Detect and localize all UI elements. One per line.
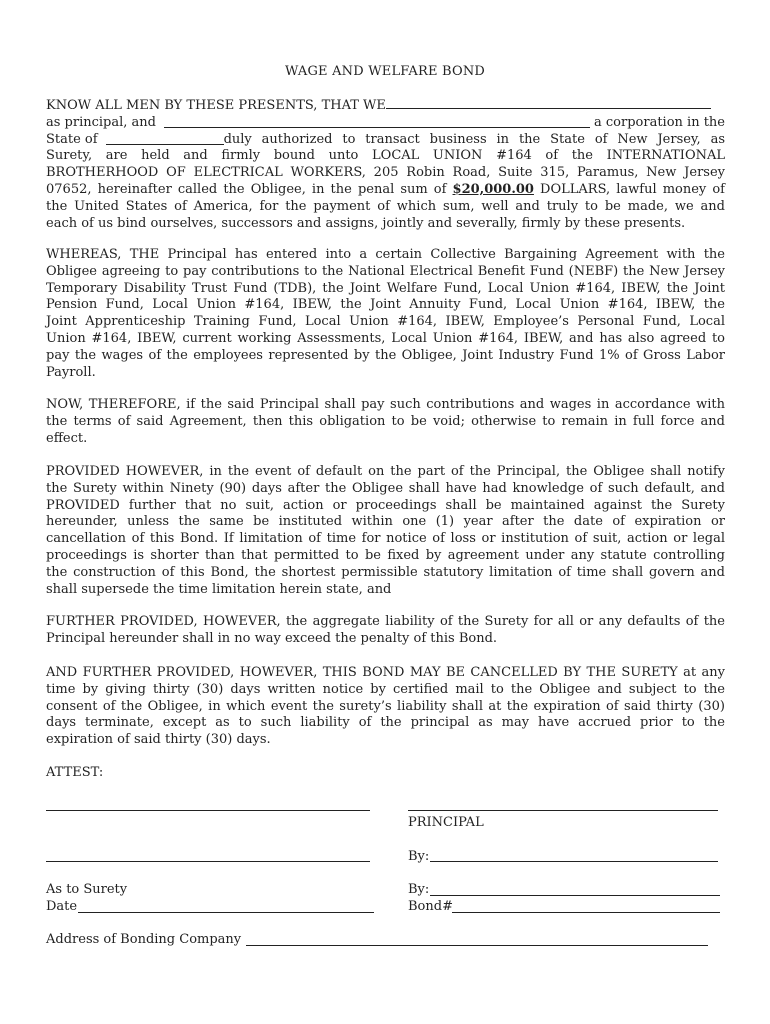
principal-label: PRINCIPAL xyxy=(408,815,484,830)
authorized-text: duly authorized to transact business in the State of New Jersey, as xyxy=(223,131,725,147)
further-provided-line: Principal hereunder shall in no way exceed the penalty of this Bond. xyxy=(46,630,498,646)
intro-line-5: BROTHERHOOD OF ELECTRICAL WORKERS, 205 Robin Road, Suite 315, Paramus, New Jersey xyxy=(46,165,725,181)
as-principal-text: as principal, and xyxy=(46,114,156,130)
state-of-text: State of xyxy=(46,131,98,147)
whereas-line: WHEREAS, THE Principal has entered into a certain Collective Bargaining Agreement with the xyxy=(46,247,725,262)
now-therefore-line: effect. xyxy=(46,430,88,446)
cancellation-paragraph xyxy=(46,665,725,749)
principal-signature-line[interactable] xyxy=(408,810,718,811)
whereas-line: Obligee agreeing to pay contributions to the National Electrical Benefit Fund (NEBF) the New Jersey xyxy=(46,263,725,279)
attest-signature-line-2[interactable] xyxy=(46,861,370,862)
further-provided-line: FURTHER PROVIDED, HOWEVER, the aggregate liability of the Surety for all or any defaults of the xyxy=(46,614,725,629)
intro-line-1 xyxy=(46,97,725,115)
cancellation-line: AND FURTHER PROVIDED, HOWEVER, THIS BOND MAY BE CANCELLED BY THE SURETY at any xyxy=(46,665,725,680)
principal-name-field[interactable] xyxy=(386,97,711,109)
bond-number-label: Bond# xyxy=(408,899,453,914)
address-label: Address of Bonding Company xyxy=(46,932,242,947)
penal-amount: $20,000.00 xyxy=(452,181,534,197)
as-to-surety-label: As to Surety xyxy=(46,882,128,897)
provided-line: the construction of this Bond, the shortest permissible statutory limitation of time shall govern and xyxy=(46,564,725,580)
document-title: WAGE AND WELFARE BOND xyxy=(284,64,486,79)
surety-by-label: By: xyxy=(408,882,430,897)
attest-label: ATTEST: xyxy=(46,765,104,780)
date-label: Date xyxy=(46,899,78,914)
whereas-line: Pension Fund, Local Union #164, IBEW, the Joint Annuity Fund, Local Union #164, IBEW, the xyxy=(46,297,725,313)
provided-line: proceedings is shorter than that permitted to be fixed by agreement under any statute controlling xyxy=(46,547,725,563)
now-therefore-paragraph xyxy=(46,397,725,447)
intro-line-7: the United States of America, for the payment of which sum, well and truly to be made, we and xyxy=(46,198,725,214)
whereas-line: Temporary Disability Trust Fund (TDB), the Joint Welfare Fund, Local Union #164, IBEW, the Joint xyxy=(46,280,725,296)
intro-line-2 xyxy=(46,115,725,132)
cancellation-line: time by giving thirty (30) days written notice by certified mail to the Obligee and subject to the xyxy=(46,681,725,697)
further-provided-paragraph xyxy=(46,614,725,648)
attest-signature-line-1[interactable] xyxy=(46,810,370,811)
whereas-line: Union #164, IBEW, current working Assessments, Local Union #164, IBEW, and has also agreed to xyxy=(46,330,725,346)
know-all-men-text: KNOW ALL MEN BY THESE PRESENTS, THAT WE xyxy=(46,98,386,113)
intro-line-6 xyxy=(46,182,725,199)
whereas-line: Payroll. xyxy=(46,364,96,380)
dollars-text: DOLLARS, lawful money of xyxy=(533,181,725,197)
provided-line: cancellation of this Bond. If limitation of time for notice of loss or institution of suit, action or legal xyxy=(46,531,725,547)
now-therefore-line: NOW, THEREFORE, if the said Principal shall pay such contributions and wages in accordance with xyxy=(46,397,725,412)
intro-line-3 xyxy=(46,132,725,149)
cancellation-line: consent of the Obligee, in which event the surety’s liability shall at the expiration of said thirty (30) xyxy=(46,698,725,714)
corporation-text: a corporation in the xyxy=(594,114,725,130)
intro-paragraph xyxy=(46,97,725,232)
bond-number-field[interactable] xyxy=(452,912,720,913)
provided-line: shall supersede the time limitation herein state, and xyxy=(46,581,392,597)
whereas-line: pay the wages of the employees represented by the Obligee, Joint Industry Fund 1% of Gross Labor xyxy=(46,347,725,363)
provided-line: hereunder, unless the same be instituted within one (1) year after the date of expiration or xyxy=(46,514,725,530)
cancellation-line: days terminate, except as to such liability of the principal as may have accrued prior to the xyxy=(46,715,725,731)
now-therefore-line: the terms of said Agreement, then this obligation to be void; otherwise to remain in full force and xyxy=(46,413,725,429)
intro-line-4: Surety, are held and firmly bound unto LOCAL UNION #164 of the INTERNATIONAL xyxy=(46,148,725,164)
date-field[interactable] xyxy=(78,912,374,913)
provided-line: PROVIDED HOWEVER, in the event of default on the part of the Principal, the Obligee shall notify xyxy=(46,464,725,479)
provided-line: PROVIDED further that no suit, action or proceedings shall be maintained against the Surety xyxy=(46,497,725,513)
state-field[interactable] xyxy=(106,132,224,145)
penal-sum-text: 07652, hereinafter called the Obligee, in the penal sum of xyxy=(46,181,453,197)
surety-name-field[interactable] xyxy=(164,115,590,128)
whereas-line: Joint Apprenticeship Training Fund, Local Union #164, IBEW, Employee’s Personal Fund, Local xyxy=(46,314,725,330)
surety-by-field[interactable] xyxy=(430,895,720,896)
whereas-paragraph xyxy=(46,247,725,381)
bonding-company-address-field[interactable] xyxy=(246,945,708,946)
cancellation-line: expiration of said thirty (30) days. xyxy=(46,732,271,748)
principal-by-field[interactable] xyxy=(430,861,718,862)
intro-line-8: each of us bind ourselves, successors and assigns, jointly and severally, firmly by these presents. xyxy=(46,215,686,231)
provided-paragraph xyxy=(46,464,725,598)
principal-by-label: By: xyxy=(408,849,430,864)
provided-line: the Surety within Ninety (90) days after the Obligee shall have had knowledge of such default, and xyxy=(46,480,725,496)
